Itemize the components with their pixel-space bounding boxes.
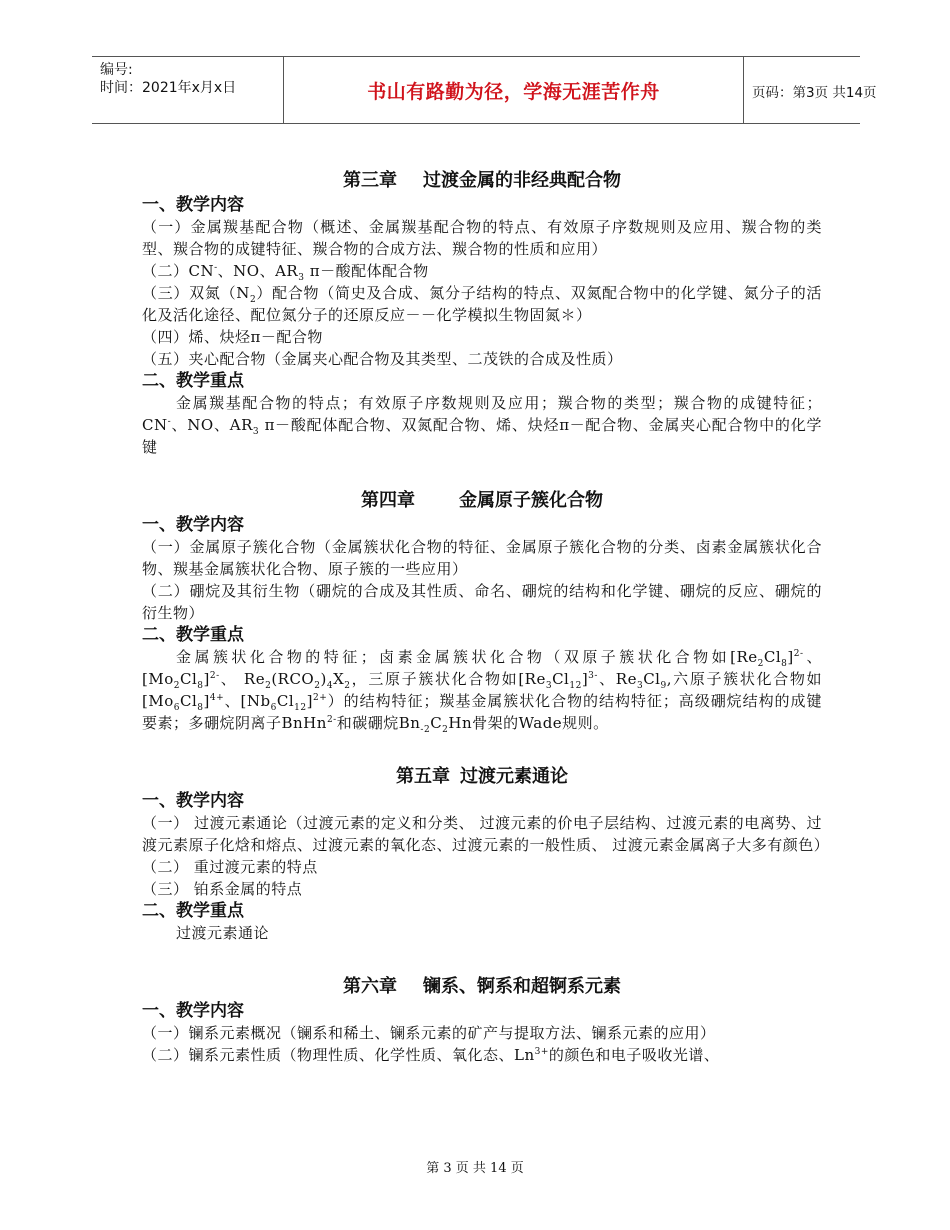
time-label: 时间：2021年x月x日 [100, 80, 237, 96]
page-footer: 第 3 页 共 14 页 [426, 1161, 524, 1176]
header-page-cell [742, 57, 877, 123]
chapter-6-title: 第六章 镧系、锕系和超锕系元素 [343, 976, 621, 997]
ch3-item-5: （五）夹心配合物（金属夹心配合物及其类型、二茂铁的合成及性质） [142, 350, 623, 368]
motto: 书山有路勤为径，学海无涯苦作舟 [367, 81, 660, 103]
page-label: 页码：第3页 共14页 [752, 85, 877, 101]
ch5-item-3: （三） 铂系金属的特点 [142, 880, 303, 898]
header-meta [92, 57, 283, 123]
ch4-item-1: （一）金属原子簇化合物（金属簇状化合物的特征、金属原子簇化合物的分类、卤素金属簇状化合物、羰基金属簇状化合物、原子簇的一些应用） [142, 538, 822, 578]
header-motto-cell [283, 57, 744, 123]
ch4-item-2: （二）硼烷及其衍生物（硼烷的合成及其性质、命名、硼烷的结构和化学键、硼烷的反应、硼烷的衍生物） [142, 582, 822, 622]
chapter-3-title: 第三章 过渡金属的非经典配合物 [343, 170, 621, 191]
ch6-item-1: （一）镧系元素概况（镧系和稀土、镧系元素的矿产与提取方法、镧系元素的应用） [142, 1024, 716, 1042]
ch3-content-heading: 一、教学内容 [142, 195, 244, 215]
chapter-4-title: 第四章 金属原子簇化合物 [361, 490, 603, 511]
chapter-5-title: 第五章 过渡元素通论 [396, 766, 568, 787]
ch5-item-1: （一） 过渡元素通论（过渡元素的定义和分类、 过渡元素的价电子层结构、过渡元素的电离势、过渡元素原子化焓和熔点、过渡元素的氧化态、过渡元素的一般性质、 过渡元素金属离子大多有颜色） [142, 814, 830, 854]
ch5-item-2: （二） 重过渡元素的特点 [142, 858, 318, 876]
ch3-item-2: （二）CN-、NO、$AR_3$ π－酸配体配合物 [142, 262, 429, 283]
ch3-key-text: 金属羰基配合物的特点；有效原子序数规则及应用；羰合物的类型；羰合物的成键特征；CN-、NO、$AR_3$ π－酸配体配合物、双氮配合物、烯、炔烃π－配合物、金属夹心配合物中的化学键 [142, 394, 822, 456]
ch5-key-text: 过渡元素通论 [176, 924, 270, 942]
ch4-content-heading: 一、教学内容 [142, 515, 244, 535]
ch3-item-4: （四）烯、炔烃π－配合物 [142, 328, 323, 346]
page-header [92, 56, 877, 124]
ch5-content-heading: 一、教学内容 [142, 791, 244, 811]
number-label: 编号: [100, 62, 133, 78]
ch4-key-text: 金属簇状化合物的特征；卤素金属簇状化合物（双原子簇状化合物如$[Re_2Cl_8]^{2-}$、 $[Mo_2Cl_8]^{2-}$、 $Re_2(RCO_2)_4X_2$，三原子簇状化合物如$[Re_3Cl_{12}]^{3-}$、$Re_3Cl_9$,六原子簇状化合物如$[Mo_6Cl_8]^{4+}$、$[Nb_6Cl_{12}]^{2+}$）的结构特征；羰基金属簇状化合物的结构特征；高级硼烷结构的成键要素；多硼烷阴离子BnHn$^{2-}$和碳硼烷$Bn_{-2}C_2Hn$骨架的Wade规则。 [142, 648, 822, 735]
ch6-content-heading: 一、教学内容 [142, 1001, 244, 1021]
ch3-key-heading: 二、教学重点 [142, 371, 244, 391]
ch5-key-heading: 二、教学重点 [142, 901, 244, 921]
document-body [142, 168, 830, 1066]
ch3-item-1: （一）金属羰基配合物（概述、金属羰基配合物的特点、有效原子序数规则及应用、羰合物的类型、羰合物的成键特征、羰合物的合成方法、羰合物的性质和应用） [142, 218, 822, 258]
ch3-item-3: （三）双氮$(N_2)$配合物（简史及合成、氮分子结构的特点、双氮配合物中的化学键、氮分子的活化及活化途径、配位氮分子的还原反应－－化学模拟生物固氮＊） [142, 284, 822, 324]
ch6-item-2: （二）镧系元素性质（物理性质、化学性质、氧化态、$Ln^{3+}$的颜色和电子吸收光谱、 [142, 1046, 720, 1064]
ch4-key-heading: 二、教学重点 [142, 625, 244, 645]
